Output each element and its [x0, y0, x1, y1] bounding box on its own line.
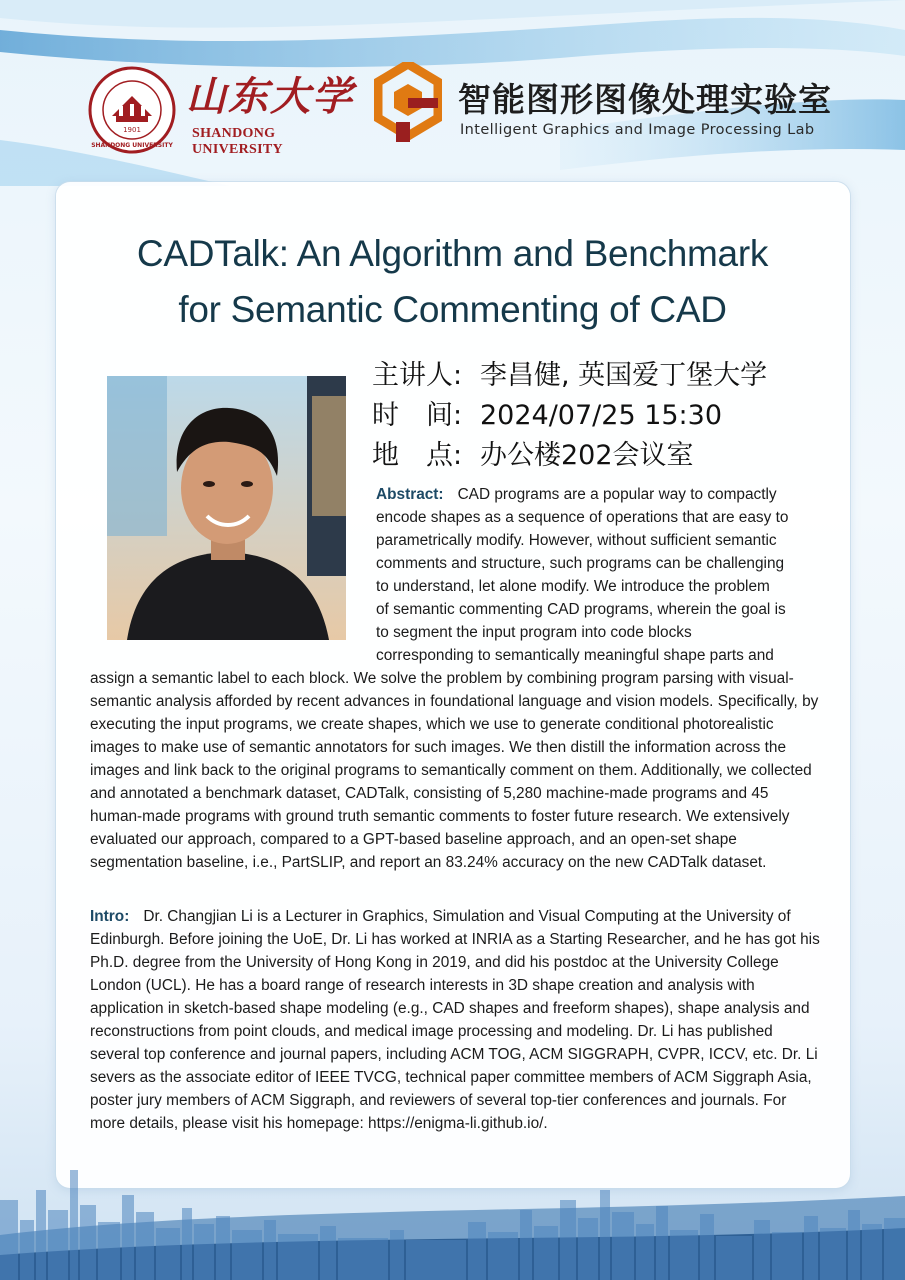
abstract-line: CAD programs are a popular way to compactly: [457, 486, 777, 503]
time-row: [372, 396, 832, 436]
place-row: [372, 436, 832, 476]
shandong-university-seal: [88, 66, 176, 154]
talk-title-line-2: for Semantic Commenting of CAD: [178, 289, 727, 330]
lab-name-en: Intelligent Graphics and Image Processing Lab: [460, 122, 815, 138]
place-value: 办公楼202会议室: [480, 440, 694, 471]
speaker-label: 主讲人:: [372, 360, 463, 391]
abstract-line: parametrically modify. However, without sufficient semantic: [376, 532, 777, 549]
lab-logo: [374, 62, 442, 144]
talk-title: [0, 226, 905, 338]
abstract-continuation: assign a semantic label to each block. We solve the problem by combining program parsing with visual-semantic analysis afforded by recent advances in foundational language and vision models. Specifically, by executing the input programs, we create shapes, which we use to generate conditional photorealistic images to make use of semantic annotators for such images. We then distill the information across the images and link back to the original programs to semantically comment on them. Additionally, we collected and annotated a benchmark dataset, CADTalk, consisting of 5,280 machine-made programs and 45 human-made programs with ground truth semantic comments to foster future research. We extensively evaluated our approach, compared to a GPT-based baseline approach, and an open-set shape segmentation baseline, i.e., PartSLIP, and report an 83.24% accuracy on the new CADTalk dataset.: [90, 670, 819, 871]
time-label: 时 间:: [372, 400, 463, 431]
abstract-line: to understand, let alone modify. We introduce the problem: [376, 578, 770, 595]
abstract-line: comments and structure, such programs can be challenging: [376, 555, 785, 572]
lab-name-cn: 智能图形图像处理实验室: [458, 80, 832, 119]
time-value: 2024/07/25 15:30: [480, 400, 723, 431]
abstract-label: Abstract:: [376, 486, 444, 503]
abstract-line: encode shapes as a sequence of operations that are easy to: [376, 509, 789, 526]
intro-text: Dr. Changjian Li is a Lecturer in Graphics, Simulation and Visual Computing at the University of Edinburgh. Before joining the UoE, Dr. Li has worked at INRIA as a Starting Researcher, and he has got his Ph.D. degree from the University of Hong Kong in 2019, and did his postdoc at the University College London (UCL). He has a board range of research interests in 3D shape creation and analysis with application in sketch-based shape modeling (e.g., CAD shapes and freeform shapes), shape analysis and reconstructions from point clouds, and medical image processing and modeling. Dr. Li has published several top conference and journal papers, including ACM TOG, ACM SIGGRAPH, CVPR, ICCV, etc. Dr. Li severs as the associate editor of IEEE TVCG, technical paper committee members of ACM Siggraph Asia, poster jury members of ACM Siggraph, and reviewers of several top-tier conferences and journals. For more details, please visit his homepage: https://enigma-li.github.io/.: [90, 908, 820, 1132]
speaker-photo: [107, 376, 346, 640]
header: [0, 0, 905, 170]
speaker-row: [372, 356, 832, 396]
place-label: 地 点:: [372, 440, 463, 471]
speaker-intro: [90, 905, 820, 1135]
university-name-cn: 山东大学: [186, 73, 354, 120]
abstract-head: [376, 483, 820, 667]
talk-title-line-1: CADTalk: An Algorithm and Benchmark: [136, 233, 769, 274]
intro-label: Intro:: [90, 908, 130, 925]
abstract-line: to segment the input program into code blocks: [376, 624, 692, 641]
abstract-line: corresponding to semantically meaningful shape parts and: [376, 647, 774, 664]
speaker-value: 李昌健, 英国爱丁堡大学: [480, 360, 768, 391]
city-skyline: [0, 1150, 905, 1280]
svg-text:SHANDONG UNIVERSITY: SHANDONG UNIVERSITY: [91, 142, 173, 149]
university-name-en: SHANDONG UNIVERSITY: [192, 126, 283, 157]
abstract-line: of semantic commenting CAD programs, wherein the goal is: [376, 601, 786, 618]
talk-info: [372, 356, 832, 476]
svg-text:1901: 1901: [123, 126, 141, 134]
